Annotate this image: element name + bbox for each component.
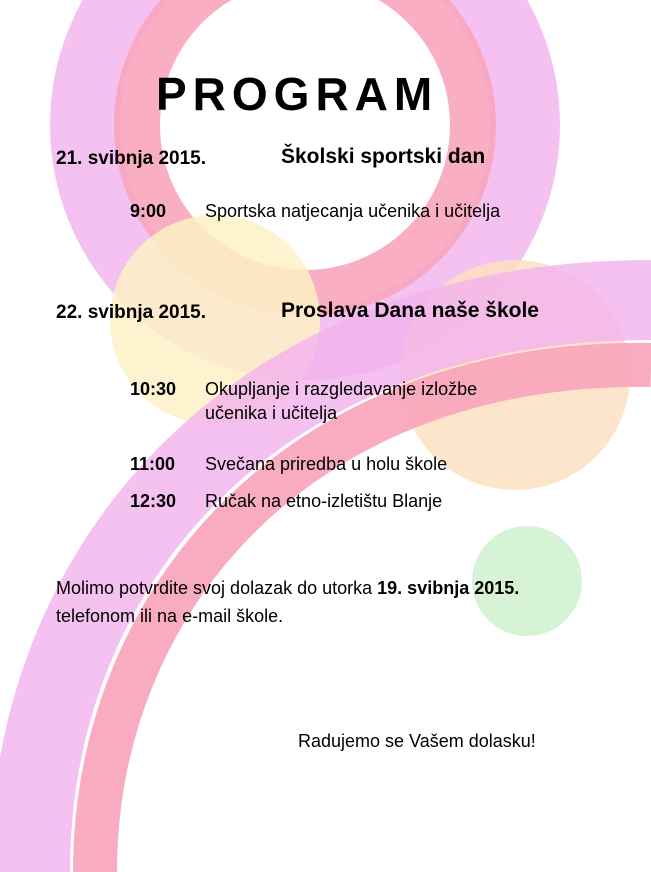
rsvp-text-after: telefonom ili na e-mail škole.: [56, 606, 284, 626]
rsvp-note: [56, 574, 616, 630]
day-2-item-2-desc: Svečana priredba u holu škole: [205, 454, 448, 474]
day-2-item-1-time: 10:30: [130, 379, 177, 399]
day-1-event: Školski sportski dan: [281, 145, 486, 168]
closing-line: Radujemo se Vašem dolasku!: [298, 731, 536, 751]
day-2-date: 22. svibnja 2015.: [56, 302, 206, 323]
rsvp-text-before: Molimo potvrdite svoj dolazak do utorka: [56, 578, 378, 598]
day-2-item-3-desc: Ručak na etno-izletištu Blanje: [205, 491, 443, 511]
day-1-item-1-desc: Sportska natjecanja učenika i učitelja: [205, 201, 501, 221]
day-2-item-2-time: 11:00: [130, 454, 176, 474]
day-2-event: Proslava Dana naše škole: [281, 299, 539, 322]
day-2-item-3-time: 12:30: [130, 491, 177, 511]
day-1-date: 21. svibnja 2015.: [56, 148, 206, 169]
page-title: PROGRAM: [156, 68, 439, 120]
day-2-item-1-desc: Okupljanje i razgledavanje izložbe učenika i učitelja: [205, 379, 478, 423]
rsvp-deadline: 19. svibnja 2015.: [377, 578, 520, 598]
day-1-item-1-time: 9:00: [130, 201, 167, 221]
